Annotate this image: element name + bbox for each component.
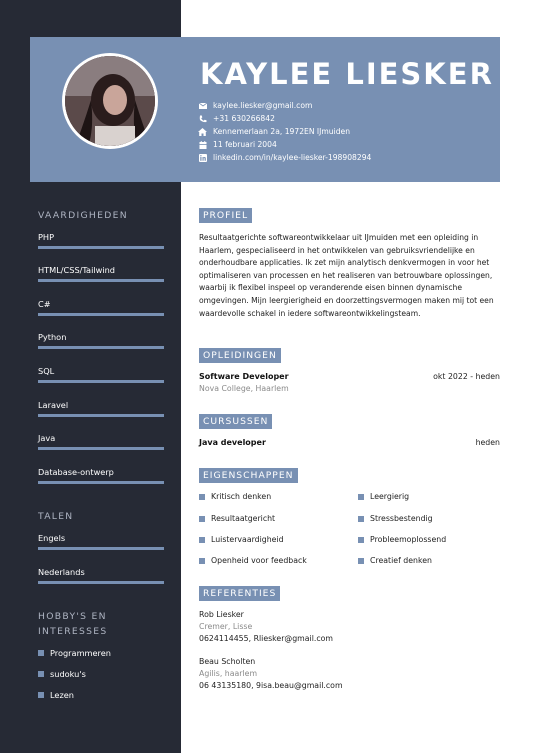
language-item <box>38 567 164 584</box>
education-school: Nova College, Haarlem <box>199 384 289 393</box>
contact-address <box>198 125 371 138</box>
email-icon <box>198 101 207 110</box>
course-date: heden <box>475 438 500 447</box>
language-bar <box>38 581 164 584</box>
skill-item <box>38 400 164 417</box>
contact-text: Kennemerlaan 2a, 1972EN IJmuiden <box>213 127 351 136</box>
phone-icon <box>198 114 207 123</box>
language-label: Nederlands <box>38 567 85 577</box>
bullet-square-icon <box>199 537 205 543</box>
language-item <box>38 533 164 550</box>
hobby-item <box>38 669 86 679</box>
language-bar <box>38 547 164 550</box>
reference-org: Cremer, Lisse <box>199 622 253 631</box>
bullet-square-icon <box>358 558 364 564</box>
linkedin-icon <box>198 153 207 162</box>
profile-text: Resultaatgerichte softwareontwikkelaar uit IJmuiden met een opleiding in Haarlem, gespecialiseerd in het ontwikkelen van gebruiksvriendelijke en onderhoudbare applicaties. Ik zet mijn analytisch denkvermogen in voor het optimaliseren van processen en het realiseren van betrouwbare oplossingen, waarbij ik flexibel inspeel op veranderende eisen binnen dynamische omgevingen. Mijn leergierigheid en doorzettingsvermogen maken mij tot een waardevolle schakel in iedere softwareontwikkelingsteam. <box>199 233 494 318</box>
trait-item <box>199 535 284 544</box>
trait-item <box>199 514 275 523</box>
skill-label: C# <box>38 299 51 309</box>
skill-label: HTML/CSS/Tailwind <box>38 265 115 275</box>
hobby-label: Lezen <box>50 690 74 700</box>
skill-bar <box>38 346 164 349</box>
contact-email <box>198 99 371 112</box>
skills-title: VAARDIGHEDEN <box>38 210 128 221</box>
trait-item <box>199 556 307 565</box>
skill-item <box>38 467 164 484</box>
hobbies-title: HOBBY'S EN <box>38 611 107 622</box>
contact-phone <box>198 112 371 125</box>
trait-item <box>358 556 432 565</box>
trait-label: Leergierig <box>370 492 410 501</box>
trait-label: Luistervaardigheid <box>211 535 284 544</box>
skill-bar <box>38 313 164 316</box>
contact-text[interactable]: linkedin.com/in/kaylee-liesker-198908294 <box>213 153 372 162</box>
education-title: Software Developer <box>199 372 289 381</box>
language-label: Engels <box>38 533 66 543</box>
education-date: okt 2022 - heden <box>433 372 500 381</box>
trait-label: Stressbestendig <box>370 514 433 523</box>
home-icon <box>198 127 207 136</box>
skill-bar <box>38 414 164 417</box>
skill-bar <box>38 447 164 450</box>
skill-item <box>38 433 164 450</box>
skill-bar <box>38 380 164 383</box>
hobbies-title-line2: INTERESSES <box>38 626 108 637</box>
bullet-square-icon <box>358 516 364 522</box>
bullet-square-icon <box>199 516 205 522</box>
contact-text[interactable]: +31 630266842 <box>213 114 275 123</box>
bullet-square-icon <box>199 558 205 564</box>
reference-contact[interactable]: 06 43135180, 9isa.beau@gmail.com <box>199 681 343 690</box>
trait-item <box>199 492 271 501</box>
skill-label: PHP <box>38 232 55 242</box>
references-heading: REFERENTIES <box>199 586 280 601</box>
bullet-square-icon <box>358 537 364 543</box>
traits-heading: EIGENSCHAPPEN <box>199 468 298 483</box>
course-title: Java developer <box>199 438 266 447</box>
reference-org: Agilis, haarlem <box>199 669 258 678</box>
bullet-square-icon <box>38 650 44 656</box>
trait-item <box>358 514 433 523</box>
skill-bar <box>38 279 164 282</box>
profile-photo <box>62 53 158 149</box>
reference-name: Beau Scholten <box>199 657 256 666</box>
education-heading: OPLEIDINGEN <box>199 348 281 363</box>
hobby-label: sudoku's <box>50 669 86 679</box>
languages-title: TALEN <box>38 511 74 522</box>
skill-item <box>38 265 164 282</box>
bullet-square-icon <box>358 494 364 500</box>
header-banner <box>30 37 500 182</box>
skill-item <box>38 332 164 349</box>
skill-item <box>38 299 164 316</box>
contact-text[interactable]: kaylee.liesker@gmail.com <box>213 101 313 110</box>
trait-item <box>358 535 446 544</box>
skill-bar <box>38 246 164 249</box>
skill-label: SQL <box>38 366 55 376</box>
skill-label: Java <box>38 433 56 443</box>
skill-label: Laravel <box>38 400 69 410</box>
profile-heading: PROFIEL <box>199 208 252 223</box>
hobby-item <box>38 648 111 658</box>
contact-linkedin <box>198 151 371 164</box>
trait-label: Resultaatgericht <box>211 514 276 523</box>
courses-heading: CURSUSSEN <box>199 414 272 429</box>
trait-label: Openheid voor feedback <box>211 556 307 565</box>
full-name: KAYLEE LIESKER <box>200 57 494 91</box>
contact-birthdate <box>198 138 371 151</box>
reference-name: Rob Liesker <box>199 610 244 619</box>
skill-label: Database-ontwerp <box>38 467 114 477</box>
skill-bar <box>38 481 164 484</box>
bullet-square-icon <box>38 692 44 698</box>
hobby-item <box>38 690 74 700</box>
contact-list <box>198 99 371 164</box>
trait-label: Creatief denken <box>370 556 432 565</box>
trait-label: Kritisch denken <box>211 492 272 501</box>
trait-item <box>358 492 409 501</box>
calendar-icon <box>198 140 207 149</box>
trait-label: Probleemoplossend <box>370 535 447 544</box>
hobby-label: Programmeren <box>50 648 111 658</box>
bullet-square-icon <box>199 494 205 500</box>
reference-contact[interactable]: 0624114455, Rliesker@gmail.com <box>199 634 333 643</box>
contact-text: 11 februari 2004 <box>213 140 277 149</box>
skill-item <box>38 366 164 383</box>
skill-item <box>38 232 164 249</box>
bullet-square-icon <box>38 671 44 677</box>
skill-label: Python <box>38 332 67 342</box>
